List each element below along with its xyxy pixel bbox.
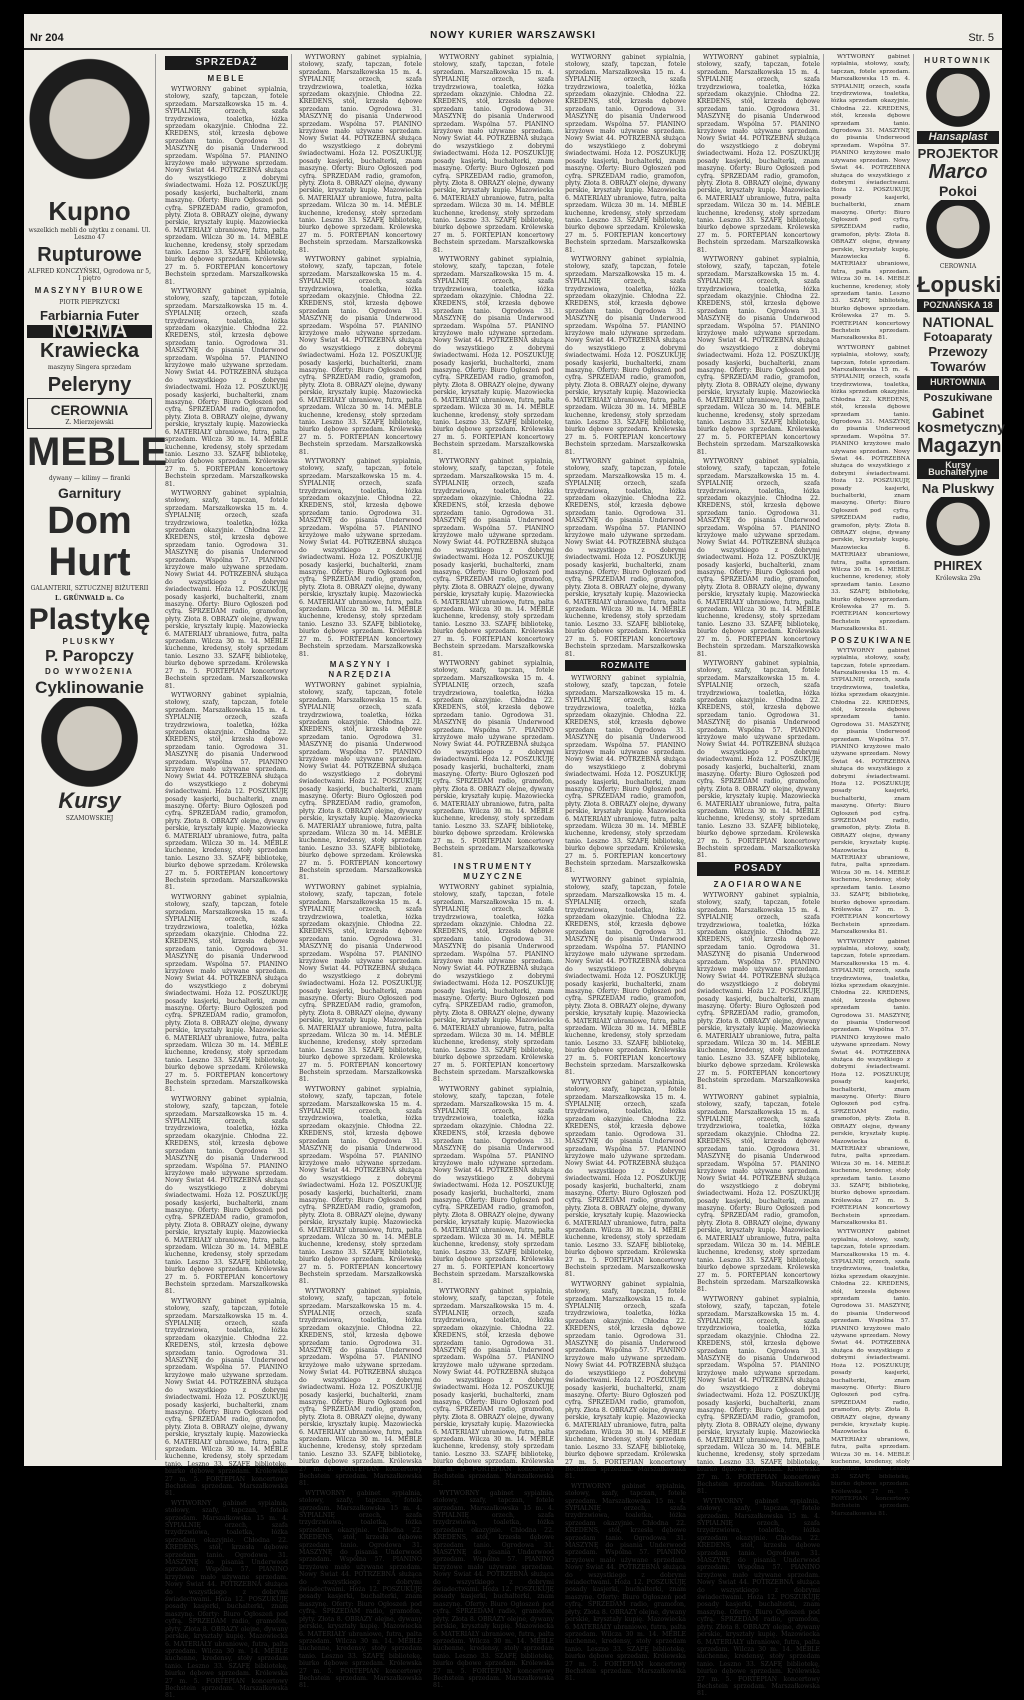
classified-column-6 [828,54,914,1517]
ad-krawiecka: Krawiecka [40,340,139,363]
section-poszukiwane: POSZUKIWANE [831,635,913,645]
issue-number: Nr 204 [30,32,64,44]
ad-hansaplast: Hansaplast [917,131,999,144]
ad-rupturowe: Rupturowe [37,243,142,266]
classified-text: WYTWORNY gabinet sypialnia, stołowy, szafy, tapczan, fotele sprzedam. Marszałkowska 15 m. 4. SYPIALNIĘ orzech, szafa trzydrzwiowa, toaletka, łóżka sprzedam okazyjnie. Chłodna 22. KREDENS, stół, krzesła dębowe sprzedam tanio. Ogrodowa 31. MASZYNĘ do pisania Underwood sprzedam. Wspólna 57. PIANINO krzyżowe mało używane sprzedam. Nowy Świat 44. POTRZEBNA służąca do wszystkiego z dobrymi świadectwami. Hoża 12. POSZUKUJĘ posady kasjerki, buchalterki, znam maszynę. Oferty: Biuro Ogłoszeń pod cyfrą. SPRZEDAM radio, gramofon, płyty. Złota 8. OBRAZY olejne, dywany perskie, kryształy kupię. Mazowiecka 6. MATERIAŁY ubraniowe, futra, palta sprzedam. Wilcza 30 m. 14. MEBLE kuchenne, kredensy, stoły sprzedam tanio. Leszno 33. SZAFĘ bibliotekę, biurko dębowe sprzedam. Królewska 27 m. 5. FORTEPIAN koncertowy Bechstein sprzedam. Marszałkowska 81. [299,54,422,254]
classified-text: WYTWORNY gabinet sypialnia, stołowy, szafy, tapczan, fotele sprzedam. Marszałkowska 15 m. 4. SYPIALNIĘ orzech, szafa trzydrzwiowa, toaletka, łóżka sprzedam okazyjnie. Chłodna 22. KREDENS, stół, krzesła dębowe sprzedam tanio. Ogrodowa 31. MASZYNĘ do pisania Underwood sprzedam. Wspólna 57. PIANINO krzyżowe mało używane sprzedam. Nowy Świat 44. POTRZEBNA służąca do wszystkiego z dobrymi świadectwami. Hoża 12. POSZUKUJĘ posady kasjerki, buchalterki, znam maszynę. Oferty: Biuro Ogłoszeń pod cyfrą. SPRZEDAM radio, gramofon, płyty. Złota 8. OBRAZY olejne, dywany perskie, kryształy kupię. Mazowiecka 6. MATERIAŁY ubraniowe, futra, palta sprzedam. Wilcza 30 m. 14. MEBLE kuchenne, kredensy, stoły sprzedam tanio. Leszno 33. SZAFĘ bibliotekę, biurko dębowe sprzedam. Królewska 27 m. 5. FORTEPIAN koncertowy Bechstein sprzedam. Marszałkowska 81. [697,659,820,860]
classified-text: WYTWORNY gabinet sypialnia, stołowy, szafy, tapczan, fotele sprzedam. Marszałkowska 15 m. 4. SYPIALNIĘ orzech, szafa trzydrzwiowa, toaletka, łóżka sprzedam okazyjnie. Chłodna 22. KREDENS, stół, krzesła dębowe sprzedam tanio. Ogrodowa 31. MASZYNĘ do pisania Underwood sprzedam. Wspólna 57. PIANINO krzyżowe mało używane sprzedam. Nowy Świat 44. POTRZEBNA służąca do wszystkiego z dobrymi świadectwami. Hoża 12. POSZUKUJĘ posady kasjerki, buchalterki, znam maszynę. Oferty: Biuro Ogłoszeń pod cyfrą. SPRZEDAM radio, gramofon, płyty. Złota 8. OBRAZY olejne, dywany perskie, kryształy kupię. Mazowiecka 6. MATERIAŁY ubraniowe, futra, palta sprzedam. Wilcza 30 m. 14. MEBLE kuchenne, kredensy, stoły sprzedam tanio. Leszno 33. SZAFĘ bibliotekę, biurko dębowe sprzedam. Królewska 27 m. 5. FORTEPIAN koncertowy Bechstein sprzedam. Marszałkowska 81. [433,54,554,254]
ad-przewozy: Przewozy [928,344,988,360]
page-header [24,14,1002,50]
right-ad-column [914,54,1005,1460]
classified-text: WYTWORNY gabinet sypialnia, stołowy, szafy, tapczan, fotele sprzedam. Marszałkowska 15 m. 4. SYPIALNIĘ orzech, szafa trzydrzwiowa, toaletka, łóżka sprzedam okazyjnie. Chłodna 22. KREDENS, stół, krzesła dębowe sprzedam tanio. Ogrodowa 31. MASZYNĘ do pisania Underwood sprzedam. Wspólna 57. PIANINO krzyżowe mało używane sprzedam. Nowy Świat 44. POTRZEBNA służąca do wszystkiego z dobrymi świadectwami. Hoża 12. POSZUKUJĘ posady kasjerki, buchalterki, znam maszynę. Oferty: Biuro Ogłoszeń pod cyfrą. SPRZEDAM radio, gramofon, płyty. Złota 8. OBRAZY olejne, dywany perskie, kryształy kupię. Mazowiecka 6. MATERIAŁY ubraniowe, futra, palta sprzedam. Wilcza 30 m. 14. MEBLE kuchenne, kredensy, stoły sprzedam tanio. Leszno 33. SZAFĘ bibliotekę, biurko dębowe sprzedam. Królewska 27 m. 5. FORTEPIAN koncertowy Bechstein sprzedam. Marszałkowska 81. [433,659,554,860]
newspaper-page [24,14,1005,1700]
ad-garnitury: Garnitury [57,484,121,501]
classified-text: WYTWORNY gabinet sypialnia, stołowy, szafy, tapczan, fotele sprzedam. Marszałkowska 15 m. 4. SYPIALNIĘ orzech, szafa trzydrzwiowa, toaletka, łóżka sprzedam okazyjnie. Chłodna 22. KREDENS, stół, krzesła dębowe sprzedam tanio. Ogrodowa 31. MASZYNĘ do pisania Underwood sprzedam. Wspólna 57. PIANINO krzyżowe mało używane sprzedam. Nowy Świat 44. POTRZEBNA służąca do wszystkiego z dobrymi świadectwami. Hoża 12. POSZUKUJĘ posady kasjerki, buchalterki, znam maszynę. Oferty: Biuro Ogłoszeń pod cyfrą. SPRZEDAM radio, gramofon, płyty. Złota 8. OBRAZY olejne, dywany perskie, kryształy kupię. Mazowiecka 6. MATERIAŁY ubraniowe, futra, palta sprzedam. Wilcza 30 m. 14. MEBLE kuchenne, kredensy, stoły sprzedam tanio. Leszno 33. SZAFĘ bibliotekę, biurko dębowe sprzedam. Królewska 27 m. 5. FORTEPIAN koncertowy Bechstein sprzedam. Marszałkowska 81. [831,344,910,633]
classified-column-1 [162,54,292,1700]
classified-text: WYTWORNY gabinet sypialnia, stołowy, szafy, tapczan, fotele sprzedam. Marszałkowska 15 m. 4. SYPIALNIĘ orzech, szafa trzydrzwiowa, toaletka, łóżka sprzedam okazyjnie. Chłodna 22. KREDENS, stół, krzesła dębowe sprzedam tanio. Ogrodowa 31. MASZYNĘ do pisania Underwood sprzedam. Wspólna 57. PIANINO krzyżowe mało używane sprzedam. Nowy Świat 44. POTRZEBNA służąca do wszystkiego z dobrymi świadectwami. Hoża 12. POSZUKUJĘ posady kasjerki, buchalterki, znam maszynę. Oferty: Biuro Ogłoszeń pod cyfrą. SPRZEDAM radio, gramofon, płyty. Złota 8. OBRAZY olejne, dywany perskie, kryształy kupię. Mazowiecka 6. MATERIAŁY ubraniowe, futra, palta sprzedam. Wilcza 30 m. 14. MEBLE kuchenne, kredensy, stoły sprzedam tanio. Leszno 33. SZAFĘ bibliotekę, biurko dębowe sprzedam. Królewska 27 m. 5. FORTEPIAN koncertowy Bechstein sprzedam. Marszałkowska 81. [565,255,686,456]
ad-kursy: Kursy [58,788,121,814]
classified-text: WYTWORNY gabinet sypialnia, stołowy, szafy, tapczan, fotele sprzedam. Marszałkowska 15 m. 4. SYPIALNIĘ orzech, szafa trzydrzwiowa, toaletka, łóżka sprzedam okazyjnie. Chłodna 22. KREDENS, stół, krzesła dębowe sprzedam tanio. Ogrodowa 31. MASZYNĘ do pisania Underwood sprzedam. Wspólna 57. PIANINO krzyżowe mało używane sprzedam. Nowy Świat 44. POTRZEBNA służąca do wszystkiego z dobrymi świadectwami. Hoża 12. POSZUKUJĘ posady kasjerki, buchalterki, znam maszynę. Oferty: Biuro Ogłoszeń pod cyfrą. SPRZEDAM radio, gramofon, płyty. Złota 8. OBRAZY olejne, dywany perskie, kryształy kupię. Mazowiecka 6. MATERIAŁY ubraniowe, futra, palta sprzedam. Wilcza 30 m. 14. MEBLE kuchenne, kredensy, stoły sprzedam tanio. Leszno 33. SZAFĘ bibliotekę, biurko dębowe sprzedam. Królewska 27 m. 5. FORTEPIAN koncertowy Bechstein sprzedam. Marszałkowska 81. [565,1078,686,1279]
ad-kursy-buch: Kursy Buchalteryjne [917,459,999,480]
classified-text: WYTWORNY gabinet sypialnia, stołowy, szafy, tapczan, fotele sprzedam. Marszałkowska 15 m. 4. SYPIALNIĘ orzech, szafa trzydrzwiowa, toaletka, łóżka sprzedam okazyjnie. Chłodna 22. KREDENS, stół, krzesła dębowe sprzedam tanio. Ogrodowa 31. MASZYNĘ do pisania Underwood sprzedam. Wspólna 57. PIANINO krzyżowe mało używane sprzedam. Nowy Świat 44. POTRZEBNA służąca do wszystkiego z dobrymi świadectwami. Hoża 12. POSZUKUJĘ posady kasjerki, buchalterki, znam maszynę. Oferty: Biuro Ogłoszeń pod cyfrą. SPRZEDAM radio, gramofon, płyty. Złota 8. OBRAZY olejne, dywany perskie, kryształy kupię. Mazowiecka 6. MATERIAŁY ubraniowe, futra, palta sprzedam. Wilcza 30 m. 14. MEBLE kuchenne, kredensy, stoły sprzedam tanio. Leszno 33. SZAFĘ bibliotekę, biurko dębowe sprzedam. Królewska 27 m. 5. FORTEPIAN koncertowy Bechstein sprzedam. Marszałkowska 81. [433,255,554,456]
classified-text: WYTWORNY gabinet sypialnia, stołowy, szafy, tapczan, fotele sprzedam. Marszałkowska 15 m. 4. SYPIALNIĘ orzech, szafa trzydrzwiowa, toaletka, łóżka sprzedam okazyjnie. Chłodna 22. KREDENS, stół, krzesła dębowe sprzedam tanio. Ogrodowa 31. MASZYNĘ do pisania Underwood sprzedam. Wspólna 57. PIANINO krzyżowe mało używane sprzedam. Nowy Świat 44. POTRZEBNA służąca do wszystkiego z dobrymi świadectwami. Hoża 12. POSZUKUJĘ posady kasjerki, buchalterki, znam maszynę. Oferty: Biuro Ogłoszeń pod cyfrą. SPRZEDAM radio, gramofon, płyty. Złota 8. OBRAZY olejne, dywany perskie, kryształy kupię. Mazowiecka 6. MATERIAŁY ubraniowe, futra, palta sprzedam. Wilcza 30 m. 14. MEBLE kuchenne, kredensy, stoły sprzedam tanio. Leszno 33. SZAFĘ bibliotekę, biurko dębowe sprzedam. Królewska 27 m. 5. FORTEPIAN koncertowy Bechstein sprzedam. Marszałkowska 81. [565,1482,686,1683]
ad-krawiecka-sub: maszyny Singera sprzedam [47,364,132,372]
left-ad-column [24,54,167,1460]
page-number: Str. 5 [968,32,994,44]
classified-text: WYTWORNY gabinet sypialnia, stołowy, szafy, tapczan, fotele sprzedam. Marszałkowska 15 m. 4. SYPIALNIĘ orzech, szafa trzydrzwiowa, toaletka, łóżka sprzedam okazyjnie. Chłodna 22. KREDENS, stół, krzesła dębowe sprzedam tanio. Ogrodowa 31. MASZYNĘ do pisania Underwood sprzedam. Wspólna 57. PIANINO krzyżowe mało używane sprzedam. Nowy Świat 44. POTRZEBNA służąca do wszystkiego z dobrymi świadectwami. Hoża 12. POSZUKUJĘ posady kasjerki, buchalterki, znam maszynę. Oferty: Biuro Ogłoszeń pod cyfrą. SPRZEDAM radio, gramofon, płyty. Złota 8. OBRAZY olejne, dywany perskie, kryształy kupię. Mazowiecka 6. MATERIAŁY ubraniowe, futra, palta sprzedam. Wilcza 30 m. 14. MEBLE kuchenne, kredensy, stoły sprzedam tanio. Leszno 33. SZAFĘ bibliotekę, biurko dębowe sprzedam. Królewska 27 m. 5. FORTEPIAN koncertowy Bechstein sprzedam. Marszałkowska 81. [433,1489,554,1690]
ad-illustration-2 [27,698,152,788]
classified-text: WYTWORNY gabinet sypialnia, stołowy, szafy, tapczan, fotele sprzedam. Marszałkowska 15 m. 4. SYPIALNIĘ orzech, szafa trzydrzwiowa, toaletka, łóżka sprzedam okazyjnie. Chłodna 22. KREDENS, stół, krzesła dębowe sprzedam tanio. Ogrodowa 31. MASZYNĘ do pisania Underwood sprzedam. Wspólna 57. PIANINO krzyżowe mało używane sprzedam. Nowy Świat 44. POTRZEBNA służąca do wszystkiego z dobrymi świadectwami. Hoża 12. POSZUKUJĘ posady kasjerki, buchalterki, znam maszynę. Oferty: Biuro Ogłoszeń pod cyfrą. SPRZEDAM radio, gramofon, płyty. Złota 8. OBRAZY olejne, dywany perskie, kryształy kupię. Mazowiecka 6. MATERIAŁY ubraniowe, futra, palta sprzedam. Wilcza 30 m. 14. MEBLE kuchenne, kredensy, stoły sprzedam tanio. Leszno 33. SZAFĘ bibliotekę, biurko dębowe sprzedam. Królewska 27 m. 5. FORTEPIAN koncertowy Bechstein sprzedam. Marszałkowska 81. [831,647,910,936]
ad-national: NATIONAL [922,314,994,331]
classified-text: WYTWORNY gabinet sypialnia, stołowy, szafy, tapczan, fotele sprzedam. Marszałkowska 15 m. 4. SYPIALNIĘ orzech, szafa trzydrzwiowa, toaletka, łóżka sprzedam okazyjnie. Chłodna 22. KREDENS, stół, krzesła dębowe sprzedam tanio. Ogrodowa 31. MASZYNĘ do pisania Underwood sprzedam. Wspólna 57. PIANINO krzyżowe mało używane sprzedam. Nowy Świat 44. POTRZEBNA służąca do wszystkiego z dobrymi świadectwami. Hoża 12. POSZUKUJĘ posady kasjerki, buchalterki, znam maszynę. Oferty: Biuro Ogłoszeń pod cyfrą. SPRZEDAM radio, gramofon, płyty. Złota 8. OBRAZY olejne, dywany perskie, kryształy kupię. Mazowiecka 6. MATERIAŁY ubraniowe, futra, palta sprzedam. Wilcza 30 m. 14. MEBLE kuchenne, kredensy, stoły sprzedam tanio. Leszno 33. SZAFĘ bibliotekę, biurko dębowe sprzedam. Królewska 27 m. 5. FORTEPIAN koncertowy Bechstein sprzedam. Marszałkowska 81. [299,255,422,456]
section-sprzedaz: SPRZEDAŻ [165,56,288,70]
section-maszyny: MASZYNY I NARZĘDZIA [328,659,393,679]
ad-plastyke: Plastykę [28,603,151,637]
ad-lopuski-addr: POZNAŃSKA 18 [917,299,999,312]
classified-text: WYTWORNY gabinet sypialnia, stołowy, szafy, tapczan, fotele sprzedam. Marszałkowska 15 m. 4. SYPIALNIĘ orzech, szafa trzydrzwiowa, toaletka, łóżka sprzedam okazyjnie. Chłodna 22. KREDENS, stół, krzesła dębowe sprzedam tanio. Ogrodowa 31. MASZYNĘ do pisania Underwood sprzedam. Wspólna 57. PIANINO krzyżowe mało używane sprzedam. Nowy Świat 44. POTRZEBNA służąca do wszystkiego z dobrymi świadectwami. Hoża 12. POSZUKUJĘ posady kasjerki, buchalterki, znam maszynę. Oferty: Biuro Ogłoszeń pod cyfrą. SPRZEDAM radio, gramofon, płyty. Złota 8. OBRAZY olejne, dywany perskie, kryształy kupię. Mazowiecka 6. MATERIAŁY ubraniowe, futra, palta sprzedam. Wilcza 30 m. 14. MEBLE kuchenne, kredensy, stoły sprzedam tanio. Leszno 33. SZAFĘ bibliotekę, biurko dębowe sprzedam. Królewska 27 m. 5. FORTEPIAN koncertowy Bechstein sprzedam. Marszałkowska 81. [165,691,288,892]
classified-text: WYTWORNY gabinet sypialnia, stołowy, szafy, tapczan, fotele sprzedam. Marszałkowska 15 m. 4. SYPIALNIĘ orzech, szafa trzydrzwiowa, toaletka, łóżka sprzedam okazyjnie. Chłodna 22. KREDENS, stół, krzesła dębowe sprzedam tanio. Ogrodowa 31. MASZYNĘ do pisania Underwood sprzedam. Wspólna 57. PIANINO krzyżowe mało używane sprzedam. Nowy Świat 44. POTRZEBNA służąca do wszystkiego z dobrymi świadectwami. Hoża 12. POSZUKUJĘ posady kasjerki, buchalterki, znam maszynę. Oferty: Biuro Ogłoszeń pod cyfrą. SPRZEDAM radio, gramofon, płyty. Złota 8. OBRAZY olejne, dywany perskie, kryształy kupię. Mazowiecka 6. MATERIAŁY ubraniowe, futra, palta sprzedam. Wilcza 30 m. 14. MEBLE kuchenne, kredensy, stoły sprzedam tanio. Leszno 33. SZAFĘ bibliotekę, biurko dębowe sprzedam. Królewska 27 m. 5. FORTEPIAN koncertowy Bechstein sprzedam. Marszałkowska 81. [831,1229,910,1517]
classified-text: WYTWORNY gabinet sypialnia, stołowy, szafy, tapczan, fotele sprzedam. Marszałkowska 15 m. 4. SYPIALNIĘ orzech, szafa trzydrzwiowa, toaletka, łóżka sprzedam okazyjnie. Chłodna 22. KREDENS, stół, krzesła dębowe sprzedam tanio. Ogrodowa 31. MASZYNĘ do pisania Underwood sprzedam. Wspólna 57. PIANINO krzyżowe mało używane sprzedam. Nowy Świat 44. POTRZEBNA służąca do wszystkiego z dobrymi świadectwami. Hoża 12. POSZUKUJĘ posady kasjerki, buchalterki, znam maszynę. Oferty: Biuro Ogłoszeń pod cyfrą. SPRZEDAM radio, gramofon, płyty. Złota 8. OBRAZY olejne, dywany perskie, kryształy kupię. Mazowiecka 6. MATERIAŁY ubraniowe, futra, palta sprzedam. Wilcza 30 m. 14. MEBLE kuchenne, kredensy, stoły sprzedam tanio. Leszno 33. SZAFĘ bibliotekę, biurko dębowe sprzedam. Królewska 27 m. 5. FORTEPIAN koncertowy Bechstein sprzedam. Marszałkowska 81. [697,1497,820,1698]
ad-pokoi: Pokoi [938,183,978,200]
ad-paroprzy: P. Paropczy [45,648,134,666]
ad-cerownia-sub: Z. Mierzejewski [65,418,114,426]
ad-illustration-4 [917,200,999,260]
classified-text: WYTWORNY gabinet sypialnia, stołowy, szafy, tapczan, fotele sprzedam. Marszałkowska 15 m. 4. SYPIALNIĘ orzech, szafa trzydrzwiowa, toaletka, łóżka sprzedam okazyjnie. Chłodna 22. KREDENS, stół, krzesła dębowe sprzedam tanio. Ogrodowa 31. MASZYNĘ do pisania Underwood sprzedam. Wspólna 57. PIANINO krzyżowe mało używane sprzedam. Nowy Świat 44. POTRZEBNA służąca do wszystkiego z dobrymi świadectwami. Hoża 12. POSZUKUJĘ posady kasjerki, buchalterki, znam maszynę. Oferty: Biuro Ogłoszeń pod cyfrą. SPRZEDAM radio, gramofon, płyty. Złota 8. OBRAZY olejne, dywany perskie, kryształy kupię. Mazowiecka 6. MATERIAŁY ubraniowe, futra, palta sprzedam. Wilcza 30 m. 14. MEBLE kuchenne, kredensy, stoły sprzedam tanio. Leszno 33. SZAFĘ bibliotekę, biurko dębowe sprzedam. Królewska 27 m. 5. FORTEPIAN koncertowy Bechstein sprzedam. Marszałkowska 81. [433,1085,554,1286]
section-instrumenty: INSTRUMENTY MUZYCZNE [453,861,534,881]
ad-lopuski: Łopuski [917,271,1002,297]
ad-phirex: PHIREX [933,558,983,574]
ad-illustration [27,56,152,196]
classified-column-2 [296,54,426,1690]
masthead-title: NOWY KURIER WARSZAWSKI [430,30,596,41]
ad-marco: Marco [928,161,988,184]
ad-cerownia-2: CEROWNIA [939,263,977,271]
classified-text: WYTWORNY gabinet sypialnia, stołowy, szafy, tapczan, fotele sprzedam. Marszałkowska 15 m. 4. SYPIALNIĘ orzech, szafa trzydrzwiowa, toaletka, łóżka sprzedam okazyjnie. Chłodna 22. KREDENS, stół, krzesła dębowe sprzedam tanio. Ogrodowa 31. MASZYNĘ do pisania Underwood sprzedam. Wspólna 57. PIANINO krzyżowe mało używane sprzedam. Nowy Świat 44. POTRZEBNA służąca do wszystkiego z dobrymi świadectwami. Hoża 12. POSZUKUJĘ posady kasjerki, buchalterki, znam maszynę. Oferty: Biuro Ogłoszeń pod cyfrą. SPRZEDAM radio, gramofon, płyty. Złota 8. OBRAZY olejne, dywany perskie, kryształy kupię. Mazowiecka 6. MATERIAŁY ubraniowe, futra, palta sprzedam. Wilcza 30 m. 14. MEBLE kuchenne, kredensy, stoły sprzedam tanio. Leszno 33. SZAFĘ bibliotekę, biurko dębowe sprzedam. Królewska 27 m. 5. FORTEPIAN koncertowy Bechstein sprzedam. Marszałkowska 81. [697,457,820,658]
classified-text: WYTWORNY gabinet sypialnia, stołowy, szafy, tapczan, fotele sprzedam. Marszałkowska 15 m. 4. SYPIALNIĘ orzech, szafa trzydrzwiowa, toaletka, łóżka sprzedam okazyjnie. Chłodna 22. KREDENS, stół, krzesła dębowe sprzedam tanio. Ogrodowa 31. MASZYNĘ do pisania Underwood sprzedam. Wspólna 57. PIANINO krzyżowe mało używane sprzedam. Nowy Świat 44. POTRZEBNA służąca do wszystkiego z dobrymi świadectwami. Hoża 12. POSZUKUJĘ posady kasjerki, buchalterki, znam maszynę. Oferty: Biuro Ogłoszeń pod cyfrą. SPRZEDAM radio, gramofon, płyty. Złota 8. OBRAZY olejne, dywany perskie, kryształy kupię. Mazowiecka 6. MATERIAŁY ubraniowe, futra, palta sprzedam. Wilcza 30 m. 14. MEBLE kuchenne, kredensy, stoły sprzedam tanio. Leszno 33. SZAFĘ bibliotekę, biurko dębowe sprzedam. Królewska 27 m. 5. FORTEPIAN koncertowy Bechstein sprzedam. Marszałkowska 81. [299,1287,422,1488]
classified-text: WYTWORNY gabinet sypialnia, stołowy, szafy, tapczan, fotele sprzedam. Marszałkowska 15 m. 4. SYPIALNIĘ orzech, szafa trzydrzwiowa, toaletka, łóżka sprzedam okazyjnie. Chłodna 22. KREDENS, stół, krzesła dębowe sprzedam tanio. Ogrodowa 31. MASZYNĘ do pisania Underwood sprzedam. Wspólna 57. PIANINO krzyżowe mało używane sprzedam. Nowy Świat 44. POTRZEBNA służąca do wszystkiego z dobrymi świadectwami. Hoża 12. POSZUKUJĘ posady kasjerki, buchalterki, znam maszynę. Oferty: Biuro Ogłoszeń pod cyfrą. SPRZEDAM radio, gramofon, płyty. Złota 8. OBRAZY olejne, dywany perskie, kryształy kupię. Mazowiecka 6. MATERIAŁY ubraniowe, futra, palta sprzedam. Wilcza 30 m. 14. MEBLE kuchenne, kredensy, stoły sprzedam tanio. Leszno 33. SZAFĘ bibliotekę, biurko dębowe sprzedam. Królewska 27 m. 5. FORTEPIAN koncertowy Bechstein sprzedam. Marszałkowska 81. [299,1085,422,1286]
classified-text: WYTWORNY gabinet sypialnia, stołowy, szafy, tapczan, fotele sprzedam. Marszałkowska 15 m. 4. SYPIALNIĘ orzech, szafa trzydrzwiowa, toaletka, łóżka sprzedam okazyjnie. Chłodna 22. KREDENS, stół, krzesła dębowe sprzedam tanio. Ogrodowa 31. MASZYNĘ do pisania Underwood sprzedam. Wspólna 57. PIANINO krzyżowe mało używane sprzedam. Nowy Świat 44. POTRZEBNA służąca do wszystkiego z dobrymi świadectwami. Hoża 12. POSZUKUJĘ posady kasjerki, buchalterki, znam maszynę. Oferty: Biuro Ogłoszeń pod cyfrą. SPRZEDAM radio, gramofon, płyty. Złota 8. OBRAZY olejne, dywany perskie, kryształy kupię. Mazowiecka 6. MATERIAŁY ubraniowe, futra, palta sprzedam. Wilcza 30 m. 14. MEBLE kuchenne, kredensy, stoły sprzedam tanio. Leszno 33. SZAFĘ bibliotekę, biurko dębowe sprzedam. Królewska 27 m. 5. FORTEPIAN koncertowy Bechstein sprzedam. Marszałkowska 81. [565,457,686,658]
ad-do-wywozenia: DO WYWOŻENIA [45,667,134,677]
ad-na-pluskwy: Na Pluskwy [921,481,995,497]
ad-cyklinowanie: Cyklinowanie [35,678,144,698]
ad-cerownia: CEROWNIA [50,401,129,418]
ad-hurt-sub: GALANTERII, SZTUCZNEJ BIŻUTERII [30,584,149,592]
classified-text: WYTWORNY gabinet sypialnia, stołowy, szafy, tapczan, fotele sprzedam. Marszałkowska 15 m. 4. SYPIALNIĘ orzech, szafa trzydrzwiowa, toaletka, łóżka sprzedam okazyjnie. Chłodna 22. KREDENS, stół, krzesła dębowe sprzedam tanio. Ogrodowa 31. MASZYNĘ do pisania Underwood sprzedam. Wspólna 57. PIANINO krzyżowe mało używane sprzedam. Nowy Świat 44. POTRZEBNA służąca do wszystkiego z dobrymi świadectwami. Hoża 12. POSZUKUJĘ posady kasjerki, buchalterki, znam maszynę. Oferty: Biuro Ogłoszeń pod cyfrą. SPRZEDAM radio, gramofon, płyty. Złota 8. OBRAZY olejne, dywany perskie, kryształy kupię. Mazowiecka 6. MATERIAŁY ubraniowe, futra, palta sprzedam. Wilcza 30 m. 14. MEBLE kuchenne, kredensy, stoły sprzedam tanio. Leszno 33. SZAFĘ bibliotekę, biurko dębowe sprzedam. Królewska 27 m. 5. FORTEPIAN koncertowy Bechstein sprzedam. Marszałkowska 81. [433,457,554,658]
classified-text: WYTWORNY gabinet sypialnia, stołowy, szafy, tapczan, fotele sprzedam. Marszałkowska 15 m. 4. SYPIALNIĘ orzech, szafa trzydrzwiowa, toaletka, łóżka sprzedam okazyjnie. Chłodna 22. KREDENS, stół, krzesła dębowe sprzedam tanio. Ogrodowa 31. MASZYNĘ do pisania Underwood sprzedam. Wspólna 57. PIANINO krzyżowe mało używane sprzedam. Nowy Świat 44. POTRZEBNA służąca do wszystkiego z dobrymi świadectwami. Hoża 12. POSZUKUJĘ posady kasjerki, buchalterki, znam maszynę. Oferty: Biuro Ogłoszeń pod cyfrą. SPRZEDAM radio, gramofon, płyty. Złota 8. OBRAZY olejne, dywany perskie, kryształy kupię. Mazowiecka 6. MATERIAŁY ubraniowe, futra, palta sprzedam. Wilcza 30 m. 14. MEBLE kuchenne, kredensy, stoły sprzedam tanio. Leszno 33. SZAFĘ bibliotekę, biurko dębowe sprzedam. Królewska 27 m. 5. FORTEPIAN koncertowy Bechstein sprzedam. Marszałkowska 81. [697,1295,820,1496]
ad-hurt-firm: L. GRÜNWALD n. Co [54,595,125,603]
classified-text: WYTWORNY gabinet sypialnia, stołowy, szafy, tapczan, fotele sprzedam. Marszałkowska 15 m. 4. SYPIALNIĘ orzech, szafa trzydrzwiowa, toaletka, łóżka sprzedam okazyjnie. Chłodna 22. KREDENS, stół, krzesła dębowe sprzedam tanio. Ogrodowa 31. MASZYNĘ do pisania Underwood sprzedam. Wspólna 57. PIANINO krzyżowe mało używane sprzedam. Nowy Świat 44. POTRZEBNA służąca do wszystkiego z dobrymi świadectwami. Hoża 12. POSZUKUJĘ posady kasjerki, buchalterki, znam maszynę. Oferty: Biuro Ogłoszeń pod cyfrą. SPRZEDAM radio, gramofon, płyty. Złota 8. OBRAZY olejne, dywany perskie, kryształy kupię. Mazowiecka 6. MATERIAŁY ubraniowe, futra, palta sprzedam. Wilcza 30 m. 14. MEBLE kuchenne, kredensy, stoły sprzedam tanio. Leszno 33. SZAFĘ bibliotekę, biurko dębowe sprzedam. Królewska 27 m. 5. FORTEPIAN koncertowy Bechstein sprzedam. Marszałkowska 81. [299,457,422,658]
ad-gabinet: Gabinet kosmetyczny [917,404,1005,435]
classified-text: WYTWORNY gabinet sypialnia, stołowy, szafy, tapczan, fotele sprzedam. Marszałkowska 15 m. 4. SYPIALNIĘ orzech, szafa trzydrzwiowa, toaletka, łóżka sprzedam okazyjnie. Chłodna 22. KREDENS, stół, krzesła dębowe sprzedam tanio. Ogrodowa 31. MASZYNĘ do pisania Underwood sprzedam. Wspólna 57. PIANINO krzyżowe mało używane sprzedam. Nowy Świat 44. POTRZEBNA służąca do wszystkiego z dobrymi świadectwami. Hoża 12. POSZUKUJĘ posady kasjerki, buchalterki, znam maszynę. Oferty: Biuro Ogłoszeń pod cyfrą. SPRZEDAM radio, gramofon, płyty. Złota 8. OBRAZY olejne, dywany perskie, kryształy kupię. Mazowiecka 6. MATERIAŁY ubraniowe, futra, palta sprzedam. Wilcza 30 m. 14. MEBLE kuchenne, kredensy, stoły sprzedam tanio. Leszno 33. SZAFĘ bibliotekę, biurko dębowe sprzedam. Królewska 27 m. 5. FORTEPIAN koncertowy Bechstein sprzedam. Marszałkowska 81. [565,54,686,254]
classified-column-3 [430,54,558,1690]
ad-meble-sub: dywany — kilimy — firanki [48,475,131,483]
ad-towarow: Towarów [930,359,986,375]
classified-text: WYTWORNY gabinet sypialnia, stołowy, szafy, tapczan, fotele sprzedam. Marszałkowska 15 m. 4. SYPIALNIĘ orzech, szafa trzydrzwiowa, toaletka, łóżka sprzedam okazyjnie. Chłodna 22. KREDENS, stół, krzesła dębowe sprzedam tanio. Ogrodowa 31. MASZYNĘ do pisania Underwood sprzedam. Wspólna 57. PIANINO krzyżowe mało używane sprzedam. Nowy Świat 44. POTRZEBNA służąca do wszystkiego z dobrymi świadectwami. Hoża 12. POSZUKUJĘ posady kasjerki, buchalterki, znam maszynę. Oferty: Biuro Ogłoszeń pod cyfrą. SPRZEDAM radio, gramofon, płyty. Złota 8. OBRAZY olejne, dywany perskie, kryształy kupię. Mazowiecka 6. MATERIAŁY ubraniowe, futra, palta sprzedam. Wilcza 30 m. 14. MEBLE kuchenne, kredensy, stoły sprzedam tanio. Leszno 33. SZAFĘ bibliotekę, biurko dębowe sprzedam. Królewska 27 m. 5. FORTEPIAN koncertowy Bechstein sprzedam. Marszałkowska 81. [697,54,820,254]
classified-text: WYTWORNY gabinet sypialnia, stołowy, szafy, tapczan, fotele sprzedam. Marszałkowska 15 m. 4. SYPIALNIĘ orzech, szafa trzydrzwiowa, toaletka, łóżka sprzedam okazyjnie. Chłodna 22. KREDENS, stół, krzesła dębowe sprzedam tanio. Ogrodowa 31. MASZYNĘ do pisania Underwood sprzedam. Wspólna 57. PIANINO krzyżowe mało używane sprzedam. Nowy Świat 44. POTRZEBNA służąca do wszystkiego z dobrymi świadectwami. Hoża 12. POSZUKUJĘ posady kasjerki, buchalterki, znam maszynę. Oferty: Biuro Ogłoszeń pod cyfrą. SPRZEDAM radio, gramofon, płyty. Złota 8. OBRAZY olejne, dywany perskie, kryształy kupię. Mazowiecka 6. MATERIAŁY ubraniowe, futra, palta sprzedam. Wilcza 30 m. 14. MEBLE kuchenne, kredensy, stoły sprzedam tanio. Leszno 33. SZAFĘ bibliotekę, biurko dębowe sprzedam. Królewska 27 m. 5. FORTEPIAN koncertowy Bechstein sprzedam. Marszałkowska 81. [565,674,686,875]
classified-text: WYTWORNY gabinet sypialnia, stołowy, szafy, tapczan, fotele sprzedam. Marszałkowska 15 m. 4. SYPIALNIĘ orzech, szafa trzydrzwiowa, toaletka, łóżka sprzedam okazyjnie. Chłodna 22. KREDENS, stół, krzesła dębowe sprzedam tanio. Ogrodowa 31. MASZYNĘ do pisania Underwood sprzedam. Wspólna 57. PIANINO krzyżowe mało używane sprzedam. Nowy Świat 44. POTRZEBNA służąca do wszystkiego z dobrymi świadectwami. Hoża 12. POSZUKUJĘ posady kasjerki, buchalterki, znam maszynę. Oferty: Biuro Ogłoszeń pod cyfrą. SPRZEDAM radio, gramofon, płyty. Złota 8. OBRAZY olejne, dywany perskie, kryształy kupię. Mazowiecka 6. MATERIAŁY ubraniowe, futra, palta sprzedam. Wilcza 30 m. 14. MEBLE kuchenne, kredensy, stoły sprzedam tanio. Leszno 33. SZAFĘ bibliotekę, biurko dębowe sprzedam. Królewska 27 m. 5. FORTEPIAN koncertowy Bechstein sprzedam. Marszałkowska 81. [165,86,288,286]
classified-text: WYTWORNY gabinet sypialnia, stołowy, szafy, tapczan, fotele sprzedam. Marszałkowska 15 m. 4. SYPIALNIĘ orzech, szafa trzydrzwiowa, toaletka, łóżka sprzedam okazyjnie. Chłodna 22. KREDENS, stół, krzesła dębowe sprzedam tanio. Ogrodowa 31. MASZYNĘ do pisania Underwood sprzedam. Wspólna 57. PIANINO krzyżowe mało używane sprzedam. Nowy Świat 44. POTRZEBNA służąca do wszystkiego z dobrymi świadectwami. Hoża 12. POSZUKUJĘ posady kasjerki, buchalterki, znam maszynę. Oferty: Biuro Ogłoszeń pod cyfrą. SPRZEDAM radio, gramofon, płyty. Złota 8. OBRAZY olejne, dywany perskie, kryształy kupię. Mazowiecka 6. MATERIAŁY ubraniowe, futra, palta sprzedam. Wilcza 30 m. 14. MEBLE kuchenne, kredensy, stoły sprzedam tanio. Leszno 33. SZAFĘ bibliotekę, biurko dębowe sprzedam. Królewska 27 m. 5. FORTEPIAN koncertowy Bechstein sprzedam. Marszałkowska 81. [165,1499,288,1700]
classified-text: WYTWORNY gabinet sypialnia, stołowy, szafy, tapczan, fotele sprzedam. Marszałkowska 15 m. 4. SYPIALNIĘ orzech, szafa trzydrzwiowa, toaletka, łóżka sprzedam okazyjnie. Chłodna 22. KREDENS, stół, krzesła dębowe sprzedam tanio. Ogrodowa 31. MASZYNĘ do pisania Underwood sprzedam. Wspólna 57. PIANINO krzyżowe mało używane sprzedam. Nowy Świat 44. POTRZEBNA służąca do wszystkiego z dobrymi świadectwami. Hoża 12. POSZUKUJĘ posady kasjerki, buchalterki, znam maszynę. Oferty: Biuro Ogłoszeń pod cyfrą. SPRZEDAM radio, gramofon, płyty. Złota 8. OBRAZY olejne, dywany perskie, kryształy kupię. Mazowiecka 6. MATERIAŁY ubraniowe, futra, palta sprzedam. Wilcza 30 m. 14. MEBLE kuchenne, kredensy, stoły sprzedam tanio. Leszno 33. SZAFĘ bibliotekę, biurko dębowe sprzedam. Królewska 27 m. 5. FORTEPIAN koncertowy Bechstein sprzedam. Marszałkowska 81. [831,938,910,1226]
ad-kupno: Kupno [48,196,131,226]
ad-fotoaparaty: Fotoaparaty [923,330,993,345]
ad-magazyn: Magazyn [917,434,1002,457]
classified-text: WYTWORNY gabinet sypialnia, stołowy, szafy, tapczan, fotele sprzedam. Marszałkowska 15 m. 4. SYPIALNIĘ orzech, szafa trzydrzwiowa, toaletka, łóżka sprzedam okazyjnie. Chłodna 22. KREDENS, stół, krzesła dębowe sprzedam tanio. Ogrodowa 31. MASZYNĘ do pisania Underwood sprzedam. Wspólna 57. PIANINO krzyżowe mało używane sprzedam. Nowy Świat 44. POTRZEBNA służąca do wszystkiego z dobrymi świadectwami. Hoża 12. POSZUKUJĘ posady kasjerki, buchalterki, znam maszynę. Oferty: Biuro Ogłoszeń pod cyfrą. SPRZEDAM radio, gramofon, płyty. Złota 8. OBRAZY olejne, dywany perskie, kryształy kupię. Mazowiecka 6. MATERIAŁY ubraniowe, futra, palta sprzedam. Wilcza 30 m. 14. MEBLE kuchenne, kredensy, stoły sprzedam tanio. Leszno 33. SZAFĘ bibliotekę, biurko dębowe sprzedam. Królewska 27 m. 5. FORTEPIAN koncertowy Bechstein sprzedam. Marszałkowska 81. [565,876,686,1077]
ad-norma: NORMA [27,325,152,338]
ad-projektor: PROJEKTOR [917,146,999,162]
ad-kursy-sub: SZAMOWSKIEJ [65,815,114,823]
classified-text: WYTWORNY gabinet sypialnia, stołowy, szafy, tapczan, fotele sprzedam. Marszałkowska 15 m. 4. SYPIALNIĘ orzech, szafa trzydrzwiowa, toaletka, łóżka sprzedam okazyjnie. Chłodna 22. KREDENS, stół, krzesła dębowe sprzedam tanio. Ogrodowa 31. MASZYNĘ do pisania Underwood sprzedam. Wspólna 57. PIANINO krzyżowe mało używane sprzedam. Nowy Świat 44. POTRZEBNA służąca do wszystkiego z dobrymi świadectwami. Hoża 12. POSZUKUJĘ posady kasjerki, buchalterki, znam maszynę. Oferty: Biuro Ogłoszeń pod cyfrą. SPRZEDAM radio, gramofon, płyty. Złota 8. OBRAZY olejne, dywany perskie, kryształy kupię. Mazowiecka 6. MATERIAŁY ubraniowe, futra, palta sprzedam. Wilcza 30 m. 14. MEBLE kuchenne, kredensy, stoły sprzedam tanio. Leszno 33. SZAFĘ bibliotekę, biurko dębowe sprzedam. Królewska 27 m. 5. FORTEPIAN koncertowy Bechstein sprzedam. Marszałkowska 81. [165,287,288,488]
section-meble: MEBLE [207,74,246,83]
ad-biurowe: MASZYNY BIUROWE [34,285,145,295]
classified-text: WYTWORNY gabinet sypialnia, stołowy, szafy, tapczan, fotele sprzedam. Marszałkowska 15 m. 4. SYPIALNIĘ orzech, szafa trzydrzwiowa, toaletka, łóżka sprzedam okazyjnie. Chłodna 22. KREDENS, stół, krzesła dębowe sprzedam tanio. Ogrodowa 31. MASZYNĘ do pisania Underwood sprzedam. Wspólna 57. PIANINO krzyżowe mało używane sprzedam. Nowy Świat 44. POTRZEBNA służąca do wszystkiego z dobrymi świadectwami. Hoża 12. POSZUKUJĘ posady kasjerki, buchalterki, znam maszynę. Oferty: Biuro Ogłoszeń pod cyfrą. SPRZEDAM radio, gramofon, płyty. Złota 8. OBRAZY olejne, dywany perskie, kryształy kupię. Mazowiecka 6. MATERIAŁY ubraniowe, futra, palta sprzedam. Wilcza 30 m. 14. MEBLE kuchenne, kredensy, stoły sprzedam tanio. Leszno 33. SZAFĘ bibliotekę, biurko dębowe sprzedam. Królewska 27 m. 5. FORTEPIAN koncertowy Bechstein sprzedam. Marszałkowska 81. [165,893,288,1094]
ad-biurowe-sub: PIOTR PIEPRZYCKI [59,298,120,306]
ad-illustration-5 [917,497,999,557]
ad-kupno-text: wszelkich mebli do użytku z cenami. Ul. Leszno 47 [28,227,151,242]
ad-meble: MEBLE [27,430,167,475]
classified-text: WYTWORNY gabinet sypialnia, stołowy, szafy, tapczan, fotele sprzedam. Marszałkowska 15 m. 4. SYPIALNIĘ orzech, szafa trzydrzwiowa, toaletka, łóżka sprzedam okazyjnie. Chłodna 22. KREDENS, stół, krzesła dębowe sprzedam tanio. Ogrodowa 31. MASZYNĘ do pisania Underwood sprzedam. Wspólna 57. PIANINO krzyżowe mało używane sprzedam. Nowy Świat 44. POTRZEBNA służąca do wszystkiego z dobrymi świadectwami. Hoża 12. POSZUKUJĘ posady kasjerki, buchalterki, znam maszynę. Oferty: Biuro Ogłoszeń pod cyfrą. SPRZEDAM radio, gramofon, płyty. Złota 8. OBRAZY olejne, dywany perskie, kryształy kupię. Mazowiecka 6. MATERIAŁY ubraniowe, futra, palta sprzedam. Wilcza 30 m. 14. MEBLE kuchenne, kredensy, stoły sprzedam tanio. Leszno 33. SZAFĘ bibliotekę, biurko dębowe sprzedam. Królewska 27 m. 5. FORTEPIAN koncertowy Bechstein sprzedam. Marszałkowska 81. [697,891,820,1092]
ad-cerownia-frame [27,398,152,429]
ad-hurt: Hurt [48,539,131,584]
ad-phirex-addr: Królewska 29a [935,575,981,583]
classified-text: WYTWORNY gabinet sypialnia, stołowy, szafy, tapczan, fotele sprzedam. Marszałkowska 15 m. 4. SYPIALNIĘ orzech, szafa trzydrzwiowa, toaletka, łóżka sprzedam okazyjnie. Chłodna 22. KREDENS, stół, krzesła dębowe sprzedam tanio. Ogrodowa 31. MASZYNĘ do pisania Underwood sprzedam. Wspólna 57. PIANINO krzyżowe mało używane sprzedam. Nowy Świat 44. POTRZEBNA służąca do wszystkiego z dobrymi świadectwami. Hoża 12. POSZUKUJĘ posady kasjerki, buchalterki, znam maszynę. Oferty: Biuro Ogłoszeń pod cyfrą. SPRZEDAM radio, gramofon, płyty. Złota 8. OBRAZY olejne, dywany perskie, kryształy kupię. Mazowiecka 6. MATERIAŁY ubraniowe, futra, palta sprzedam. Wilcza 30 m. 14. MEBLE kuchenne, kredensy, stoły sprzedam tanio. Leszno 33. SZAFĘ bibliotekę, biurko dębowe sprzedam. Królewska 27 m. 5. FORTEPIAN koncertowy Bechstein sprzedam. Marszałkowska 81. [299,681,422,882]
classified-text: WYTWORNY gabinet sypialnia, stołowy, szafy, tapczan, fotele sprzedam. Marszałkowska 15 m. 4. SYPIALNIĘ orzech, szafa trzydrzwiowa, toaletka, łóżka sprzedam okazyjnie. Chłodna 22. KREDENS, stół, krzesła dębowe sprzedam tanio. Ogrodowa 31. MASZYNĘ do pisania Underwood sprzedam. Wspólna 57. PIANINO krzyżowe mało używane sprzedam. Nowy Świat 44. POTRZEBNA służąca do wszystkiego z dobrymi świadectwami. Hoża 12. POSZUKUJĘ posady kasjerki, buchalterki, znam maszynę. Oferty: Biuro Ogłoszeń pod cyfrą. SPRZEDAM radio, gramofon, płyty. Złota 8. OBRAZY olejne, dywany perskie, kryształy kupię. Mazowiecka 6. MATERIAŁY ubraniowe, futra, palta sprzedam. Wilcza 30 m. 14. MEBLE kuchenne, kredensy, stoły sprzedam tanio. Leszno 33. SZAFĘ bibliotekę, biurko dębowe sprzedam. Królewska 27 m. 5. FORTEPIAN koncertowy Bechstein sprzedam. Marszałkowska 81. [831,54,910,342]
classified-text: WYTWORNY gabinet sypialnia, stołowy, szafy, tapczan, fotele sprzedam. Marszałkowska 15 m. 4. SYPIALNIĘ orzech, szafa trzydrzwiowa, toaletka, łóżka sprzedam okazyjnie. Chłodna 22. KREDENS, stół, krzesła dębowe sprzedam tanio. Ogrodowa 31. MASZYNĘ do pisania Underwood sprzedam. Wspólna 57. PIANINO krzyżowe mało używane sprzedam. Nowy Świat 44. POTRZEBNA służąca do wszystkiego z dobrymi świadectwami. Hoża 12. POSZUKUJĘ posady kasjerki, buchalterki, znam maszynę. Oferty: Biuro Ogłoszeń pod cyfrą. SPRZEDAM radio, gramofon, płyty. Złota 8. OBRAZY olejne, dywany perskie, kryształy kupię. Mazowiecka 6. MATERIAŁY ubraniowe, futra, palta sprzedam. Wilcza 30 m. 14. MEBLE kuchenne, kredensy, stoły sprzedam tanio. Leszno 33. SZAFĘ bibliotekę, biurko dębowe sprzedam. Królewska 27 m. 5. FORTEPIAN koncertowy Bechstein sprzedam. Marszałkowska 81. [433,1287,554,1488]
classified-text: WYTWORNY gabinet sypialnia, stołowy, szafy, tapczan, fotele sprzedam. Marszałkowska 15 m. 4. SYPIALNIĘ orzech, szafa trzydrzwiowa, toaletka, łóżka sprzedam okazyjnie. Chłodna 22. KREDENS, stół, krzesła dębowe sprzedam tanio. Ogrodowa 31. MASZYNĘ do pisania Underwood sprzedam. Wspólna 57. PIANINO krzyżowe mało używane sprzedam. Nowy Świat 44. POTRZEBNA służąca do wszystkiego z dobrymi świadectwami. Hoża 12. POSZUKUJĘ posady kasjerki, buchalterki, znam maszynę. Oferty: Biuro Ogłoszeń pod cyfrą. SPRZEDAM radio, gramofon, płyty. Złota 8. OBRAZY olejne, dywany perskie, kryształy kupię. Mazowiecka 6. MATERIAŁY ubraniowe, futra, palta sprzedam. Wilcza 30 m. 14. MEBLE kuchenne, kredensy, stoły sprzedam tanio. Leszno 33. SZAFĘ bibliotekę, biurko dębowe sprzedam. Królewska 27 m. 5. FORTEPIAN koncertowy Bechstein sprzedam. Marszałkowska 81. [165,1095,288,1296]
section-zaofiarowane: ZAOFIAROWANE [713,879,804,889]
classified-text: WYTWORNY gabinet sypialnia, stołowy, szafy, tapczan, fotele sprzedam. Marszałkowska 15 m. 4. SYPIALNIĘ orzech, szafa trzydrzwiowa, toaletka, łóżka sprzedam okazyjnie. Chłodna 22. KREDENS, stół, krzesła dębowe sprzedam tanio. Ogrodowa 31. MASZYNĘ do pisania Underwood sprzedam. Wspólna 57. PIANINO krzyżowe mało używane sprzedam. Nowy Świat 44. POTRZEBNA służąca do wszystkiego z dobrymi świadectwami. Hoża 12. POSZUKUJĘ posady kasjerki, buchalterki, znam maszynę. Oferty: Biuro Ogłoszeń pod cyfrą. SPRZEDAM radio, gramofon, płyty. Złota 8. OBRAZY olejne, dywany perskie, kryształy kupię. Mazowiecka 6. MATERIAŁY ubraniowe, futra, palta sprzedam. Wilcza 30 m. 14. MEBLE kuchenne, kredensy, stoły sprzedam tanio. Leszno 33. SZAFĘ bibliotekę, biurko dębowe sprzedam. Królewska 27 m. 5. FORTEPIAN koncertowy Bechstein sprzedam. Marszałkowska 81. [565,1280,686,1481]
classified-text: WYTWORNY gabinet sypialnia, stołowy, szafy, tapczan, fotele sprzedam. Marszałkowska 15 m. 4. SYPIALNIĘ orzech, szafa trzydrzwiowa, toaletka, łóżka sprzedam okazyjnie. Chłodna 22. KREDENS, stół, krzesła dębowe sprzedam tanio. Ogrodowa 31. MASZYNĘ do pisania Underwood sprzedam. Wspólna 57. PIANINO krzyżowe mało używane sprzedam. Nowy Świat 44. POTRZEBNA służąca do wszystkiego z dobrymi świadectwami. Hoża 12. POSZUKUJĘ posady kasjerki, buchalterki, znam maszynę. Oferty: Biuro Ogłoszeń pod cyfrą. SPRZEDAM radio, gramofon, płyty. Złota 8. OBRAZY olejne, dywany perskie, kryształy kupię. Mazowiecka 6. MATERIAŁY ubraniowe, futra, palta sprzedam. Wilcza 30 m. 14. MEBLE kuchenne, kredensy, stoły sprzedam tanio. Leszno 33. SZAFĘ bibliotekę, biurko dębowe sprzedam. Królewska 27 m. 5. FORTEPIAN koncertowy Bechstein sprzedam. Marszałkowska 81. [165,1297,288,1498]
classified-text: WYTWORNY gabinet sypialnia, stołowy, szafy, tapczan, fotele sprzedam. Marszałkowska 15 m. 4. SYPIALNIĘ orzech, szafa trzydrzwiowa, toaletka, łóżka sprzedam okazyjnie. Chłodna 22. KREDENS, stół, krzesła dębowe sprzedam tanio. Ogrodowa 31. MASZYNĘ do pisania Underwood sprzedam. Wspólna 57. PIANINO krzyżowe mało używane sprzedam. Nowy Świat 44. POTRZEBNA służąca do wszystkiego z dobrymi świadectwami. Hoża 12. POSZUKUJĘ posady kasjerki, buchalterki, znam maszynę. Oferty: Biuro Ogłoszeń pod cyfrą. SPRZEDAM radio, gramofon, płyty. Złota 8. OBRAZY olejne, dywany perskie, kryształy kupię. Mazowiecka 6. MATERIAŁY ubraniowe, futra, palta sprzedam. Wilcza 30 m. 14. MEBLE kuchenne, kredensy, stoły sprzedam tanio. Leszno 33. SZAFĘ bibliotekę, biurko dębowe sprzedam. Królewska 27 m. 5. FORTEPIAN koncertowy Bechstein sprzedam. Marszałkowska 81. [299,883,422,1084]
ad-rupturowe-sub: ALFRED KONCZYŃSKI, Ogrodowa nr 5, I piętro [27,267,151,283]
ad-hurtownia: HURTOWNIA [917,376,999,389]
classified-text: WYTWORNY gabinet sypialnia, stołowy, szafy, tapczan, fotele sprzedam. Marszałkowska 15 m. 4. SYPIALNIĘ orzech, szafa trzydrzwiowa, toaletka, łóżka sprzedam okazyjnie. Chłodna 22. KREDENS, stół, krzesła dębowe sprzedam tanio. Ogrodowa 31. MASZYNĘ do pisania Underwood sprzedam. Wspólna 57. PIANINO krzyżowe mało używane sprzedam. Nowy Świat 44. POTRZEBNA służąca do wszystkiego z dobrymi świadectwami. Hoża 12. POSZUKUJĘ posady kasjerki, buchalterki, znam maszynę. Oferty: Biuro Ogłoszeń pod cyfrą. SPRZEDAM radio, gramofon, płyty. Złota 8. OBRAZY olejne, dywany perskie, kryształy kupię. Mazowiecka 6. MATERIAŁY ubraniowe, futra, palta sprzedam. Wilcza 30 m. 14. MEBLE kuchenne, kredensy, stoły sprzedam tanio. Leszno 33. SZAFĘ bibliotekę, biurko dębowe sprzedam. Królewska 27 m. 5. FORTEPIAN koncertowy Bechstein sprzedam. Marszałkowska 81. [165,489,288,690]
classified-column-5 [694,54,824,1698]
classified-text: WYTWORNY gabinet sypialnia, stołowy, szafy, tapczan, fotele sprzedam. Marszałkowska 15 m. 4. SYPIALNIĘ orzech, szafa trzydrzwiowa, toaletka, łóżka sprzedam okazyjnie. Chłodna 22. KREDENS, stół, krzesła dębowe sprzedam tanio. Ogrodowa 31. MASZYNĘ do pisania Underwood sprzedam. Wspólna 57. PIANINO krzyżowe mało używane sprzedam. Nowy Świat 44. POTRZEBNA służąca do wszystkiego z dobrymi świadectwami. Hoża 12. POSZUKUJĘ posady kasjerki, buchalterki, znam maszynę. Oferty: Biuro Ogłoszeń pod cyfrą. SPRZEDAM radio, gramofon, płyty. Złota 8. OBRAZY olejne, dywany perskie, kryształy kupię. Mazowiecka 6. MATERIAŁY ubraniowe, futra, palta sprzedam. Wilcza 30 m. 14. MEBLE kuchenne, kredensy, stoły sprzedam tanio. Leszno 33. SZAFĘ bibliotekę, biurko dębowe sprzedam. Królewska 27 m. 5. FORTEPIAN koncertowy Bechstein sprzedam. Marszałkowska 81. [299,1489,422,1690]
ad-illustration-3 [917,68,999,128]
ad-pluskwy: PLUSKWY [62,637,117,647]
classified-text: WYTWORNY gabinet sypialnia, stołowy, szafy, tapczan, fotele sprzedam. Marszałkowska 15 m. 4. SYPIALNIĘ orzech, szafa trzydrzwiowa, toaletka, łóżka sprzedam okazyjnie. Chłodna 22. KREDENS, stół, krzesła dębowe sprzedam tanio. Ogrodowa 31. MASZYNĘ do pisania Underwood sprzedam. Wspólna 57. PIANINO krzyżowe mało używane sprzedam. Nowy Świat 44. POTRZEBNA służąca do wszystkiego z dobrymi świadectwami. Hoża 12. POSZUKUJĘ posady kasjerki, buchalterki, znam maszynę. Oferty: Biuro Ogłoszeń pod cyfrą. SPRZEDAM radio, gramofon, płyty. Złota 8. OBRAZY olejne, dywany perskie, kryształy kupię. Mazowiecka 6. MATERIAŁY ubraniowe, futra, palta sprzedam. Wilcza 30 m. 14. MEBLE kuchenne, kredensy, stoły sprzedam tanio. Leszno 33. SZAFĘ bibliotekę, biurko dębowe sprzedam. Królewska 27 m. 5. FORTEPIAN koncertowy Bechstein sprzedam. Marszałkowska 81. [433,883,554,1084]
ad-farbiarnia: Farbiarnia Futer [40,308,139,324]
ad-hurtownik: HURTOWNIK [924,56,992,65]
classified-column-4 [562,54,690,1683]
classified-text: WYTWORNY gabinet sypialnia, stołowy, szafy, tapczan, fotele sprzedam. Marszałkowska 15 m. 4. SYPIALNIĘ orzech, szafa trzydrzwiowa, toaletka, łóżka sprzedam okazyjnie. Chłodna 22. KREDENS, stół, krzesła dębowe sprzedam tanio. Ogrodowa 31. MASZYNĘ do pisania Underwood sprzedam. Wspólna 57. PIANINO krzyżowe mało używane sprzedam. Nowy Świat 44. POTRZEBNA służąca do wszystkiego z dobrymi świadectwami. Hoża 12. POSZUKUJĘ posady kasjerki, buchalterki, znam maszynę. Oferty: Biuro Ogłoszeń pod cyfrą. SPRZEDAM radio, gramofon, płyty. Złota 8. OBRAZY olejne, dywany perskie, kryształy kupię. Mazowiecka 6. MATERIAŁY ubraniowe, futra, palta sprzedam. Wilcza 30 m. 14. MEBLE kuchenne, kredensy, stoły sprzedam tanio. Leszno 33. SZAFĘ bibliotekę, biurko dębowe sprzedam. Królewska 27 m. 5. FORTEPIAN koncertowy Bechstein sprzedam. Marszałkowska 81. [697,255,820,456]
ad-dom: Dom [47,499,132,542]
section-posady: POSADY [697,862,820,876]
ad-poszukiwane: Poszukiwane [923,391,993,404]
section-rozmaite: ROZMAITE [565,660,686,671]
classified-text: WYTWORNY gabinet sypialnia, stołowy, szafy, tapczan, fotele sprzedam. Marszałkowska 15 m. 4. SYPIALNIĘ orzech, szafa trzydrzwiowa, toaletka, łóżka sprzedam okazyjnie. Chłodna 22. KREDENS, stół, krzesła dębowe sprzedam tanio. Ogrodowa 31. MASZYNĘ do pisania Underwood sprzedam. Wspólna 57. PIANINO krzyżowe mało używane sprzedam. Nowy Świat 44. POTRZEBNA służąca do wszystkiego z dobrymi świadectwami. Hoża 12. POSZUKUJĘ posady kasjerki, buchalterki, znam maszynę. Oferty: Biuro Ogłoszeń pod cyfrą. SPRZEDAM radio, gramofon, płyty. Złota 8. OBRAZY olejne, dywany perskie, kryształy kupię. Mazowiecka 6. MATERIAŁY ubraniowe, futra, palta sprzedam. Wilcza 30 m. 14. MEBLE kuchenne, kredensy, stoły sprzedam tanio. Leszno 33. SZAFĘ bibliotekę, biurko dębowe sprzedam. Królewska 27 m. 5. FORTEPIAN koncertowy Bechstein sprzedam. Marszałkowska 81. [697,1093,820,1294]
ad-peleryny: Peleryny [47,373,132,396]
